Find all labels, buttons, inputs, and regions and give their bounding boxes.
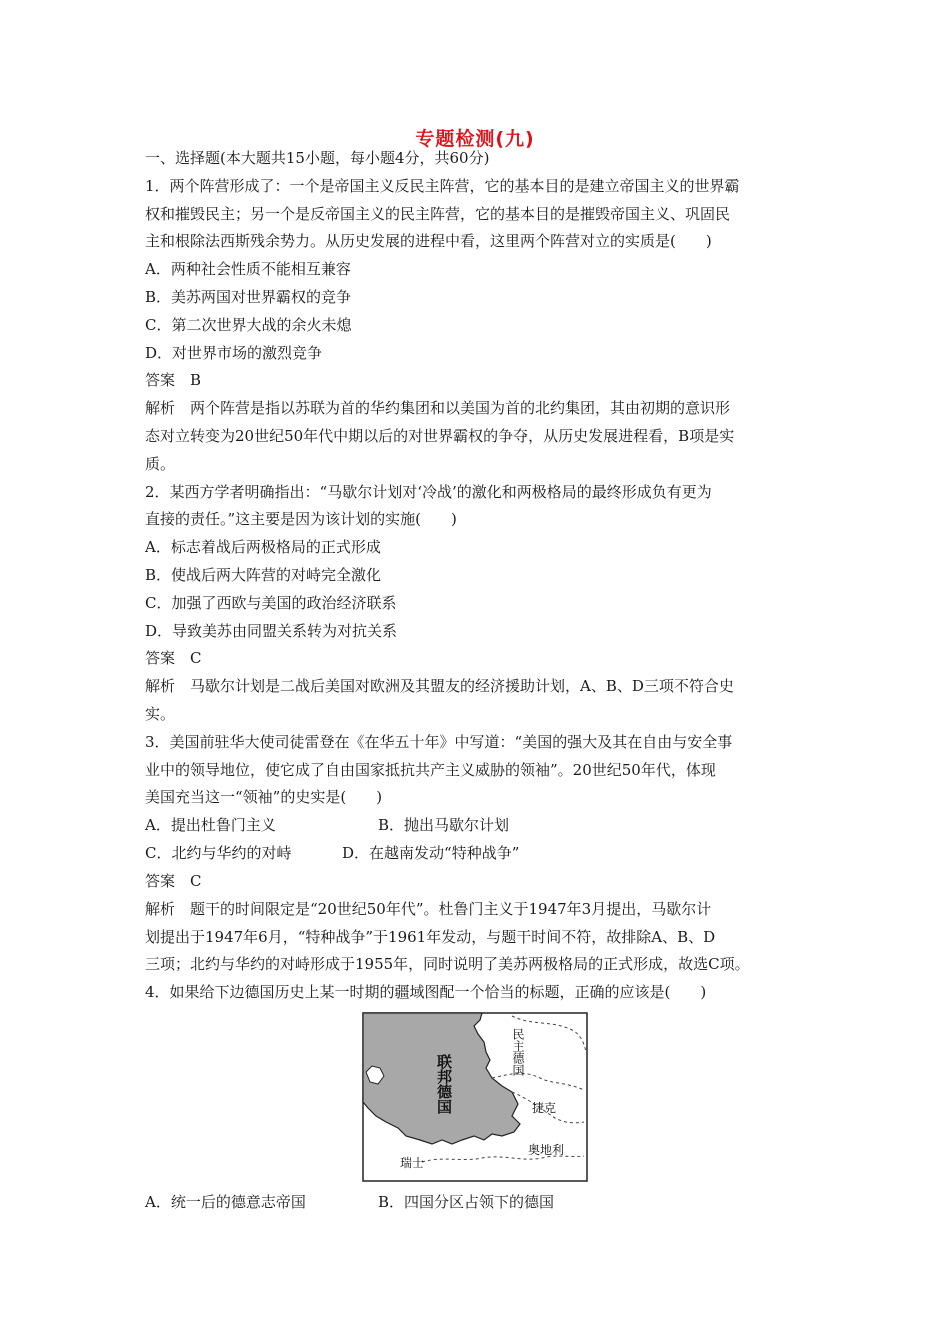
text-line: A．两种社会性质不能相互兼容 [145,260,351,279]
label-frg: 联邦德国 [435,1054,453,1114]
text-line: B．美苏两国对世界霸权的竞争 [145,288,352,306]
q3-option-c: C．北约与华约的对峙 [145,844,292,862]
label-austria: 奥地利 [528,1143,565,1157]
label-czech: 捷克 [532,1101,557,1115]
label-swiss: 瑞士 [400,1156,425,1170]
text-line: 解析 马歇尔计划是二战后美国对欧洲及其盟友的经济援助计划，A、B、D三项不符合史 [145,677,734,696]
text-line: 一、选择题(本大题共15小题，每小题4分，共60分) [145,149,490,167]
q4-option-a: A．统一后的德意志帝国 [145,1193,306,1211]
text-line: B．使战后两大阵营的对峙完全激化 [145,566,382,584]
text-line: 美国充当这一“领袖”的史实是( ) [145,788,383,807]
text-line: 解析 题干的时间限定是“20世纪50年代”。杜鲁门主义于1947年3月提出，马歇尔计 [145,899,712,918]
text-line: 答案 C [145,649,202,668]
text-line: A．标志着战后两极格局的正式形成 [145,538,381,557]
text-line: 态对立转变为20世纪50年代中期以后的对世界霸权的争夺，从历史发展进程看，B项是实 [145,427,735,445]
text-line: 权和摧毁民主；另一个是反帝国主义的民主阵营，它的基本目的是摧毁帝国主义、巩固民 [145,204,731,223]
page-title: 专题检测(九) [415,128,535,150]
q3-option-b: B．抛出马歇尔计划 [378,816,510,834]
q3-option-a: A．提出杜鲁门主义 [145,816,276,834]
q3-option-d: D．在越南发动“特种战争” [342,844,520,862]
text-line: 划提出于1947年6月，“特种战争”于1961年发动，与题干时间不符，故排除A、B、D [145,927,716,946]
text-line: D．导致美苏由同盟关系转为对抗关系 [145,621,398,640]
text-line: 直接的责任。”这主要是因为该计划的实施( ) [145,510,457,529]
text-line: 业中的领导地位，使它成了自由国家抵抗共产主义威胁的领袖”。20世纪50年代，体现 [145,760,716,779]
text-line: C．加强了西欧与美国的政治经济联系 [145,593,397,612]
text-line: 4．如果给下边德国历史上某一时期的疆域图配一个恰当的标题，正确的应该是( ) [145,983,707,1002]
germany-map [362,1012,588,1182]
text-line: 答案 B [145,371,202,390]
text-line: 答案 C [145,872,202,890]
label-gdr: 民主德国 [511,1028,525,1076]
text-line: C．第二次世界大战的余火未熄 [145,315,352,334]
text-line: D．对世界市场的激烈竞争 [145,343,323,362]
text-line: 解析 两个阵营是指以苏联为首的华约集团和以美国为首的北约集团，其由初期的意识形 [145,399,731,418]
text-line: 1．两个阵营形成了：一个是帝国主义反民主阵营，它的基本目的是建立帝国主义的世界霸 [145,176,740,195]
text-line: 2．某西方学者明确指出：“马歇尔计划对‘冷战’的激化和两极格局的最终形成负有更为 [145,482,712,501]
text-line: 实。 [145,705,176,723]
text-line: 质。 [145,454,176,473]
q4-option-b: B．四国分区占领下的德国 [378,1193,555,1211]
text-line: 主和根除法西斯残余势力。从历史发展的进程中看，这里两个阵营对立的实质是( ) [145,232,712,251]
map-graphic [362,1012,588,1182]
text-line: 三项；北约与华约的对峙形成于1955年，同时说明了美苏两极格局的正式形成，故选C项。 [145,955,750,974]
q3-options-row-1 [145,815,276,835]
text-line: 3．美国前驻华大使司徒雷登在《在华五十年》中写道：“美国的强大及其在自由与安全事 [145,732,733,751]
